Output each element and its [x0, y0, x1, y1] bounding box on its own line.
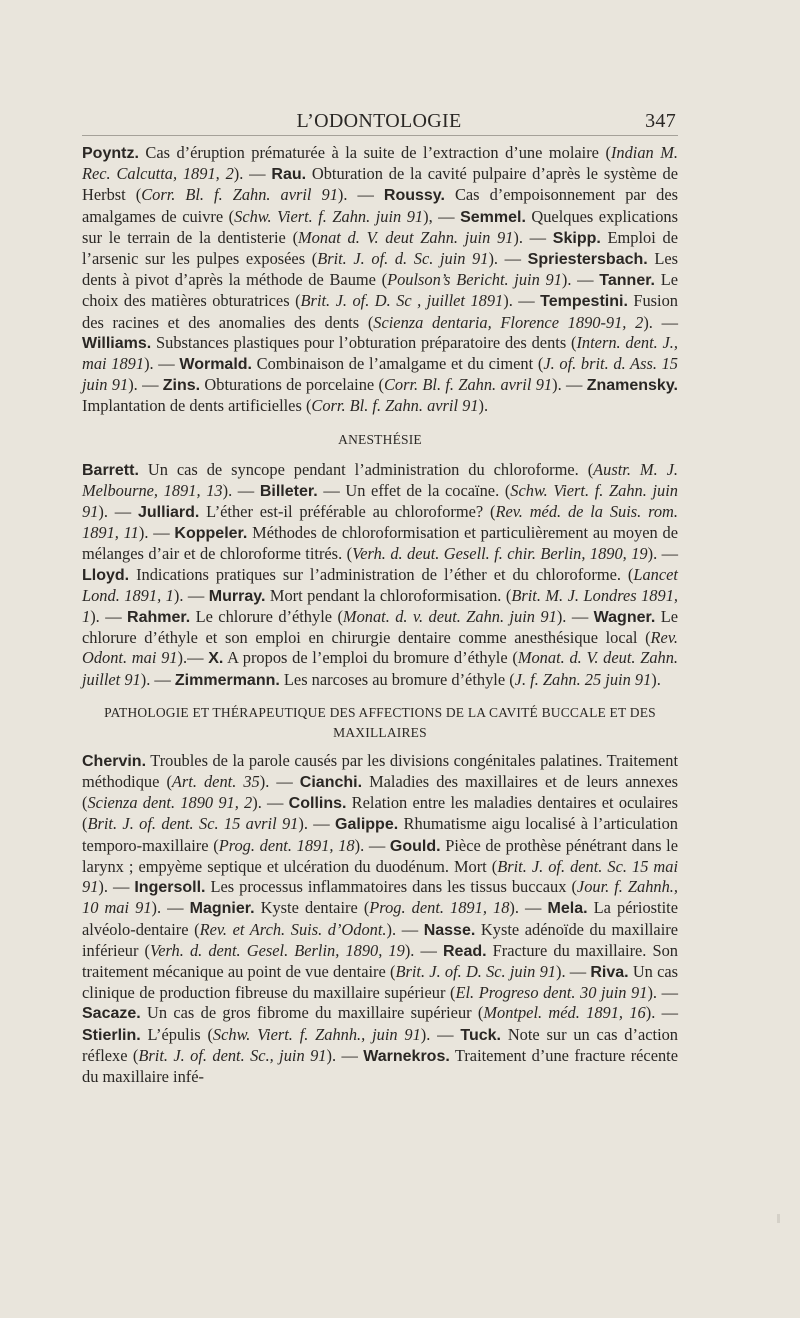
bibliography-entry: [82, 1003, 678, 1022]
author-name: Semmel.: [460, 208, 526, 226]
section-title: ANESTHÉSIE: [338, 431, 422, 447]
author-name: Sacaze.: [82, 1005, 141, 1023]
entry-description: Troubles de la parole causés par les divisions congénitales palatines. Traitement méthodique (Art. dent. 35). —: [82, 750, 678, 792]
section-paragraph: [82, 143, 678, 417]
section-title: PATHOLOGIE ET THÉRAPEUTIQUE DES AFFECTIONS DE LA CAVITÉ BUCCALE ET DES MAXILLAIRES: [104, 704, 656, 740]
entry-description: — Un effet de la cocaïne. (Schw. Viert. f. Zahn. juin 91). —: [82, 480, 678, 522]
author-name: Koppeler.: [174, 525, 248, 543]
author-name: Tempestini.: [540, 293, 628, 311]
author-name: X.: [208, 650, 224, 668]
entry-description: Fracture du maxillaire. Son traitement mécanique au point de vue dentaire (Brit. J. of. D. Sc. juin 91). —: [82, 940, 679, 981]
entry-description: Substances plastiques pour l’obturation préparatoire des dents (Intern. dent. J., mai 1891). —: [82, 332, 678, 374]
author-name: Riva.: [590, 963, 629, 981]
entry-description: Pièce de prothèse pénétrant dans le larynx ; empyème septique et ulcération du duodénum. Mort (Brit. J. of. dent. Sc. 15 mai 91). —: [82, 835, 679, 897]
entry-description: Un cas de gros fibrome du maxillaire supérieur (Montpel. méd. 1891, 16). —: [140, 1003, 678, 1023]
header-rule: [82, 135, 678, 136]
author-name: Mela.: [547, 900, 588, 918]
author-name: Warnekros.: [363, 1047, 450, 1065]
bibliography-entry: [175, 670, 661, 689]
author-name: Tanner.: [599, 272, 655, 290]
author-name: Zins.: [162, 377, 201, 395]
entry-description: Indications pratiques sur l’administration de l’éther et du chloroforme. (Lancet Lond. 1891, 1). —: [82, 564, 678, 605]
entry-description: Quelques explications sur le terrain de la dentisterie (Monat d. V. deut Zahn. juin 91). —: [82, 206, 678, 247]
entry-description: La périostite alvéolo-dentaire (Rev. et Arch. Suis. d’Odont.). —: [82, 898, 678, 939]
entry-description: Fusion des racines et des anomalies des dents (Scienza dentaria, Florence 1890-91, 2). —: [82, 291, 679, 332]
paper-mark: [777, 1214, 780, 1223]
entry-description: Méthodes de chloroformisation et particulièrement au moyen de mélanges d’air et de chloroforme titrés. (Verh. d. deut. Gesell. f. chir. Berlin, 1890, 19). —: [82, 523, 679, 564]
author-name: Zimmermann.: [174, 671, 280, 689]
entry-description: A propos de l’emploi du bromure d’éthyle (Monat. d. V. deut. Zahn. juillet 91). —: [82, 648, 679, 689]
entry-description: Obturation de la cavité pulpaire d’après le système de Herbst (Corr. Bl. f. Zahn. avril 91). —: [82, 164, 678, 205]
author-name: Julliard.: [138, 504, 200, 522]
entry-description: Le choix des matières obturatrices (Brit. J. of. D. Sc , juillet 1891). —: [82, 270, 678, 311]
entry-description: Relation entre les maladies dentaires et oculaires (Brit. J. of. dent. Sc. 15 avril 91). —: [82, 793, 678, 834]
entry-description: Traitement d’une fracture récente du maxillaire infé-: [82, 1045, 679, 1086]
entry-description: Rhumatisme aigu localisé à l’articulation temporo-maxillaire (Prog. dent. 1891, 18). —: [82, 814, 678, 855]
author-name: Tuck.: [460, 1026, 501, 1044]
author-name: Gould.: [389, 837, 441, 855]
author-name: Magnier.: [189, 900, 255, 918]
author-name: Rahmer.: [127, 609, 191, 627]
entry-description: L’éther est-il préférable au chloroforme? (Rev. méd. de la Suis. rom. 1891, 11). —: [82, 502, 678, 543]
entry-description: Emploi de l’arsenic sur les pulpes exposées (Brit. J. of. d. Sc. juin 91). —: [82, 227, 678, 269]
bibliography-content: [82, 143, 678, 1087]
entry-description: Maladies des maxillaires et de leurs annexes (Scienza dent. 1890 91, 2). —: [82, 772, 679, 813]
entry-description: Un cas clinique de production fibreuse du maxillaire supérieur (El. Progreso dent. 30 juin 91). —: [82, 961, 679, 1003]
author-name: Cianchi.: [299, 774, 363, 792]
author-name: Wormald.: [179, 356, 252, 374]
author-name: Stierlin.: [82, 1026, 141, 1044]
entry-description: Un cas de syncope pendant l’administration du chloroforme. (Austr. M. J. Melbourne, 1891, 13). —: [82, 459, 678, 500]
entry-description: Combinaison de l’amalgame et du ciment (J. of. brit. d. Ass. 15 juin 91). —: [82, 354, 678, 395]
entry-description: Le chlorure d’éthyle (Monat. d. v. deut. Zahn. juin 91). —: [190, 607, 594, 627]
bibliography-entry: [82, 1025, 460, 1044]
running-title: L’ODONTOLOGIE: [296, 110, 462, 132]
author-name: Billeter.: [259, 482, 318, 500]
entry-description: Implantation de dents artificielles (Corr. Bl. f. Zahn. avril 91).: [82, 396, 489, 416]
entry-description: Cas d’empoisonnement par des amalgames de cuivre (Schw. Viert. f. Zahn. juin 91), —: [82, 185, 679, 226]
author-name: Lloyd.: [82, 566, 130, 584]
entry-description: Kyste adénoïde du maxillaire inférieur (Verh. d. dent. Gesel. Berlin, 1890, 19). —: [82, 919, 678, 960]
author-name: Murray.: [208, 587, 266, 605]
entry-description: Le chlorure d’éthyle et son emploi en chirurgie dentaire comme anesthésique local (Rev. Odont. mai 91).—: [82, 607, 678, 668]
bibliography-entry: [190, 898, 548, 917]
entry-description: Cas d’éruption prématurée à la suite de l’extraction d’une molaire (Indian M. Rec. Calcutta, 1891, 2). —: [82, 143, 678, 184]
author-name: Williams.: [82, 334, 152, 352]
section-paragraph: [82, 460, 678, 691]
author-name: Roussy.: [383, 187, 445, 205]
author-name: Rau.: [271, 166, 307, 184]
author-name: Spriestersbach.: [527, 251, 648, 269]
author-name: Poyntz.: [82, 145, 139, 162]
entry-description: Mort pendant la chloroformisation. (Brit. M. J. Londres 1891, 1). —: [82, 585, 678, 627]
author-name: Nasse.: [423, 921, 476, 939]
author-name: Read.: [442, 942, 487, 960]
author-name: Galippe.: [335, 816, 399, 834]
author-name: Skipp.: [552, 229, 601, 247]
author-name: Wagner.: [593, 609, 656, 627]
author-name: Znamensky.: [586, 377, 678, 395]
author-name: Chervin.: [82, 752, 147, 770]
entry-description: L’épulis (Schw. Viert. f. Zahnh., juin 91). —: [140, 1024, 461, 1044]
author-name: Collins.: [288, 795, 347, 813]
bibliography-entry: [163, 375, 587, 394]
running-head: [82, 110, 676, 136]
entry-description: Les dents à pivot d’après la méthode de Baume (Poulson’s Bericht. juin 91). —: [82, 249, 679, 290]
author-name: Barrett.: [82, 461, 139, 479]
author-name: Ingersoll.: [134, 879, 206, 897]
entry-description: Note sur un cas d’action réflexe (Brit. J. of. dent. Sc., juin 91). —: [82, 1024, 679, 1065]
entry-description: Les narcoses au bromure d’éthyle (J. f. Zahn. 25 juin 91).: [279, 669, 661, 689]
bibliography-entry: [127, 607, 594, 626]
entry-description: Obturations de porcelaine (Corr. Bl. f. Zahn. avril 91). —: [200, 375, 587, 395]
section-paragraph: [82, 751, 678, 1087]
page-number: 347: [645, 110, 676, 132]
entry-description: Kyste dentaire (Prog. dent. 1891, 18). —: [254, 898, 548, 918]
entry-description: Les processus inflammatoires dans les tissus buccaux (Jour. f. Zahnh., 10 mai 91). —: [82, 877, 679, 918]
